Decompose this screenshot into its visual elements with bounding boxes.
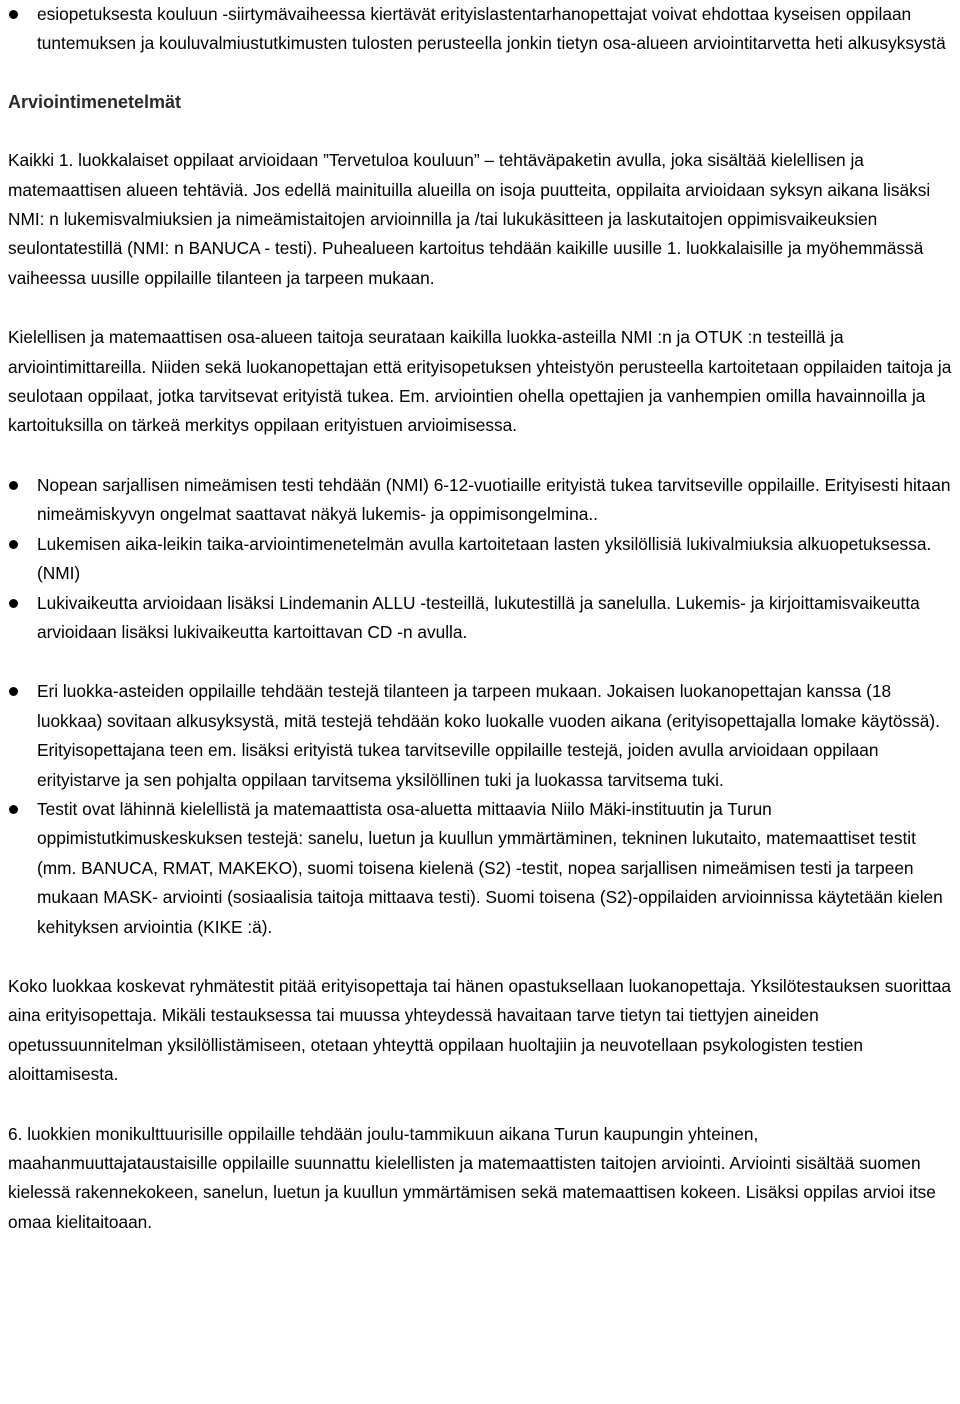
paragraph-skill-monitoring: Kielellisen ja matemaattisen osa-alueen taitoja seurataan kaikilla luokka-asteilla NMI :n ja OTUK :n testeillä ja arviointimittareilla. Niiden sekä luokanopettajan että erityisopetuksen yhteistyön perusteella kartoitetaan oppilaiden taitoja ja seulotaan oppilaat, jotka tarvitsevat erityistä tukea. Em. arviointien ohella opettajien ja vanhempien omilla havainnoilla ja kartoituksilla on tärkeä merkitys oppilaan erityistuen arvioimisessa. xyxy=(8,327,952,436)
list-item: Lukivaikeutta arvioidaan lisäksi Lindemanin ALLU -testeillä, lukutestillä ja sanelulla. Lukemis- ja kirjoittamisvaikeutta arvioidaan lisäksi lukivaikeutta kartoittavan CD -n avulla. xyxy=(8,589,954,648)
top-bullet-list xyxy=(8,0,954,59)
bullet-list-a xyxy=(8,471,954,647)
paragraph-group-tests: Koko luokkaa koskevat ryhmätestit pitää erityisopettaja tai hänen opastuksellaan luokanopettaja. Yksilötestauksen suorittaa aina erityisopettaja. Mikäli testauksessa tai muussa yhteydessä havaitaan tarve tietyn tai tiettyjen aineiden opetussuunnitelman yksilöllistämiseen, otetaan yhteyttä oppilaan huoltajiin ja neuvotellaan psykologisten testien aloittamisesta. xyxy=(8,975,952,1085)
section-heading: Arviointimenetelmät xyxy=(8,91,182,112)
list-item: Eri luokka-asteiden oppilaille tehdään testejä tilanteen ja tarpeen mukaan. Jokaisen luokanopettajan kanssa (18 luokkaa) sovitaan alkusyksystä, mitä testejä tehdään koko luokalle vuoden aikana (erityisopettajalla lomake käytössä). Erityisopettajana teen em. lisäksi erityistä tukea tarvitseville oppilaille testejä, joiden avulla arvioidaan oppilaan erityistarve ja sen pohjalta oppilaan tarvitsema yksilöllinen tuki ja luokassa tarvitsema tuki. xyxy=(8,677,954,795)
list-item: esiopetuksesta kouluun -siirtymävaiheessa kiertävät erityislastentarhanopettajat voivat ehdottaa kyseisen oppilaan tuntemuksen ja kouluvalmiustutkimusten tulosten perusteella jonkin tietyn osa-alueen arviointitarvetta heti alkusyksystä xyxy=(8,0,954,59)
paragraph-multicultural: 6. luokkien monikulttuurisille oppilaille tehdään joulu-tammikuun aikana Turun kaupungin yhteinen, maahanmuuttajataustaisille oppilaille suunnattu kielellisten ja matemaattisten taitojen arviointi. Arviointi sisältää suomen kielessä rakennekokeen, sanelun, luetun ja kuullun ymmärtämisen sekä matemaattisen kokeen. Lisäksi oppilas arvioi itse omaa kielitaitoaan. xyxy=(8,1123,936,1232)
bullet-list-b xyxy=(8,677,954,942)
list-item: Nopean sarjallisen nimeämisen testi tehdään (NMI) 6-12-vuotiaille erityistä tukea tarvitseville oppilaille. Erityisesti hitaan nimeämiskyvyn ongelmat saattavat näkyä lukemis- ja oppimisongelmina.. xyxy=(8,471,954,530)
list-item: Lukemisen aika-leikin taika-arviointimenetelmän avulla kartoitetaan lasten yksilöllisiä lukivalmiuksia alkuopetuksessa. (NMI) xyxy=(8,530,954,589)
paragraph-grade1-assessment: Kaikki 1. luokkalaiset oppilaat arvioidaan ”Tervetuloa kouluun” – tehtäväpaketin avulla, joka sisältää kielellisen ja matemaattisen alueen tehtäviä. Jos edellä mainituilla alueilla on isoja puutteita, oppilaita arvioidaan syksyn aikana lisäksi NMI: n lukemisvalmiuksien ja nimeämistaitojen arvioinnilla ja /tai lukukäsitteen ja laskutaitojen oppimisvaikeuksien seulontatestillä (NMI: n BANUCA - testi). Puhealueen kartoitus tehdään kaikille uusille 1. luokkalaisille ja myöhemmässä vaiheessa uusille oppilaille tilanteen ja tarpeen mukaan. xyxy=(8,150,931,288)
list-item: Testit ovat lähinnä kielellistä ja matemaattista osa-aluetta mittaavia Niilo Mäki-instituutin ja Turun oppimistutkimuskeskuksen testejä: sanelu, luetun ja kuullun ymmärtäminen, tekninen lukutaito, matemaattiset testit (mm. BANUCA, RMAT, MAKEKO), suomi toisena kielenä (S2) -testit, nopea sarjallisen nimeämisen testi ja tarpeen mukaan MASK- arviointi (sosiaalisia taitoja mittaava testi). Suomi toisena (S2)-oppilaiden arvioinnissa käytetään kielen kehityksen arviointia (KIKE :ä). xyxy=(8,795,954,942)
